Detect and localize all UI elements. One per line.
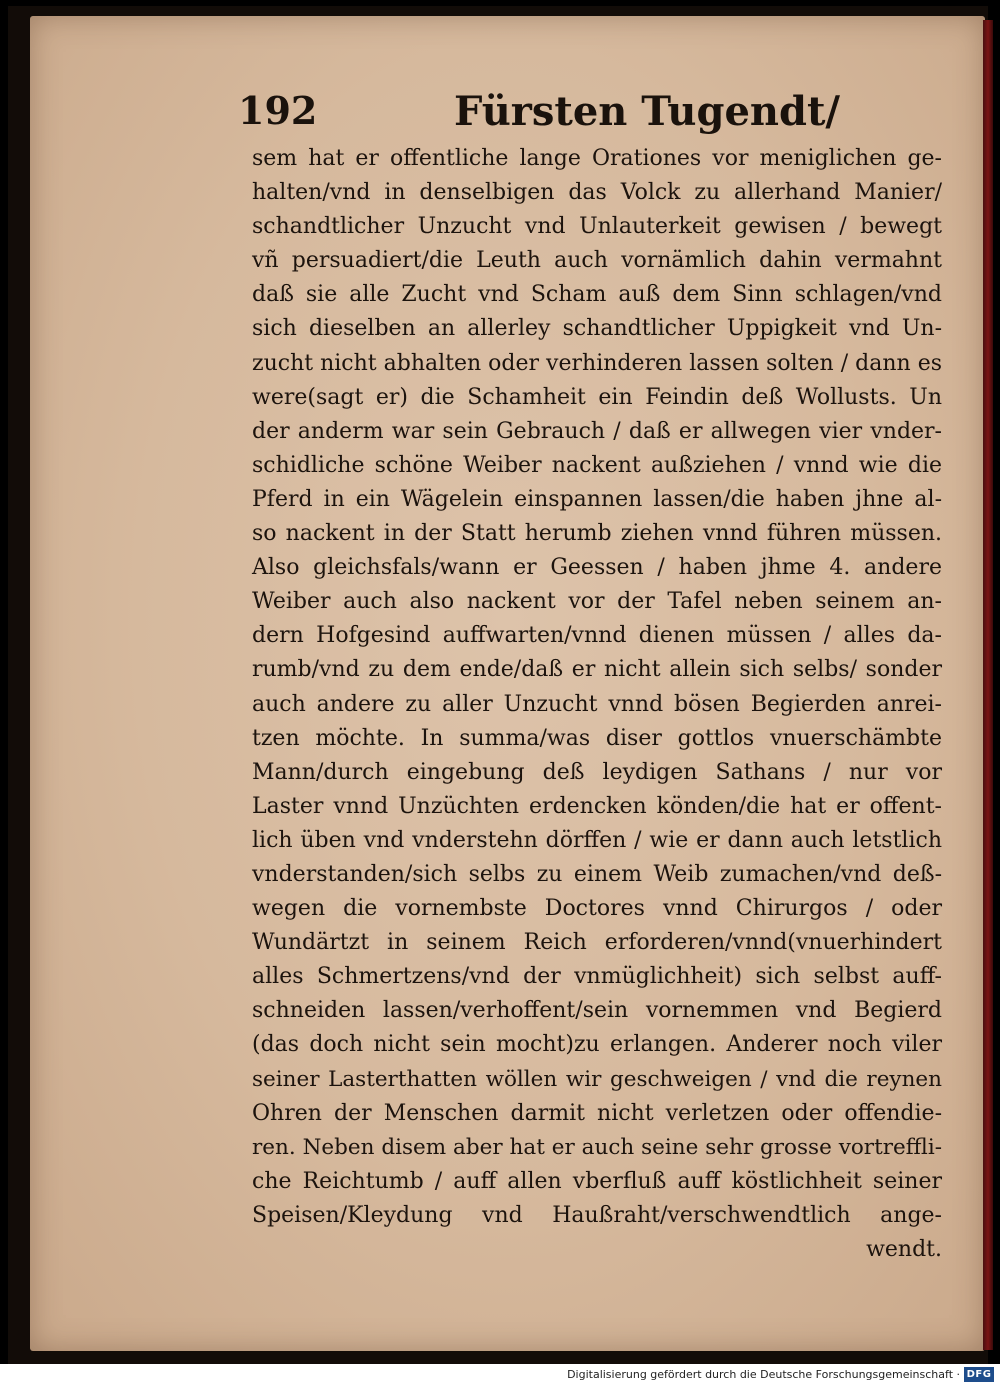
text-line: auch andere zu aller Unzucht vnnd bösen Begierden anrei-	[252, 691, 942, 717]
text-line: vñ persuadiert/die Leuth auch vornämlich dahin vermahnt	[252, 248, 942, 274]
text-line: tzen möchte. In summa/was diser gottlos vnuerschämbte	[252, 725, 942, 751]
text-line: so nackent in der Statt herumb ziehen vnnd führen müssen.	[252, 521, 942, 547]
text-line: schidliche schöne Weiber nackent außziehen / vnnd wie die	[252, 452, 942, 478]
text-line: zucht nicht abhalten oder verhinderen lassen solten / dann es	[252, 350, 942, 376]
book-edge	[983, 20, 993, 1350]
page-header	[238, 88, 958, 138]
text-line: seiner Lasterthatten wöllen wir geschweigen / vnd die reynen	[252, 1066, 942, 1092]
text-line: rumb/vnd zu dem ende/daß er nicht allein sich selbs/ sonder	[252, 657, 942, 683]
text-line: wegen die vornembste Doctores vnnd Chirurgos / oder	[252, 896, 942, 922]
catchword: wendt.	[866, 1237, 942, 1262]
text-line: Laster vnnd Unzüchten erdencken könden/die hat er offent-	[252, 793, 942, 819]
text-line: schandtlicher Unzucht vnd Unlauterkeit gewisen / bewegt	[252, 214, 942, 240]
text-line: were(sagt er) die Schamheit ein Feindin deß Wollusts. Un	[252, 384, 942, 410]
text-line: Mann/durch eingebung deß leydigen Sathans / nur vor	[252, 759, 942, 785]
text-line: sich dieselben an allerley schandtlicher Uppigkeit vnd Un-	[252, 316, 942, 342]
text-line: Wundärtzt in seinem Reich erforderen/vnnd(vnuerhindert	[252, 930, 942, 956]
text-line: Ohren der Menschen darmit nicht verletzen oder offendie-	[252, 1100, 942, 1126]
text-line: lich üben vnd vnderstehn dörffen / wie er dann auch letstlich	[252, 827, 942, 853]
text-line: dern Hofgesind auffwarten/vnnd dienen müssen / alles da-	[252, 623, 942, 649]
text-line: vnderstanden/sich selbs zu einem Weib zumachen/vnd deß-	[252, 861, 942, 887]
text-line: ren. Neben disem aber hat er auch seine sehr grosse vortreffli-	[252, 1134, 942, 1160]
body-text	[252, 142, 942, 1267]
text-line: Also gleichsfals/wann er Geessen / haben jhme 4. andere	[252, 555, 942, 581]
text-line: Speisen/Kleydung vnd Haußraht/verschwendtlich ange-	[252, 1202, 942, 1228]
text-line: Pferd in ein Wägelein einspannen lassen/die haben jhne al-	[252, 486, 942, 512]
funding-notice: Digitalisierung gefördert durch die Deutsche Forschungsgemeinschaft ·	[567, 1368, 960, 1381]
text-line: Weiber auch also nackent vor der Tafel neben seinem an-	[252, 589, 942, 615]
page-number: 192	[238, 88, 318, 133]
text-line: che Reichtumb / auff allen vberfluß auff köstlichheit seiner	[252, 1168, 942, 1194]
text-line: sem hat er offentliche lange Orationes vor meniglichen ge-	[252, 146, 942, 171]
digitization-footer	[0, 1364, 1000, 1387]
dfg-logo-icon: DFG	[964, 1367, 994, 1382]
text-line: schneiden lassen/verhoffent/sein vornemmen vnd Begierd	[252, 998, 942, 1024]
running-title: Fürsten Tugendt/	[454, 88, 841, 135]
text-line: (das doch nicht sein mocht)zu erlangen. Anderer noch viler	[252, 1032, 942, 1058]
text-line: daß sie alle Zucht vnd Scham auß dem Sinn schlagen/vnd	[252, 282, 942, 308]
text-line: alles Schmertzens/vnd der vnmüglichheit) sich selbst auff-	[252, 964, 942, 990]
text-line: der anderm war sein Gebrauch / daß er allwegen vier vnder-	[252, 418, 942, 444]
text-line: halten/vnd in denselbigen das Volck zu allerhand Manier/	[252, 180, 942, 206]
